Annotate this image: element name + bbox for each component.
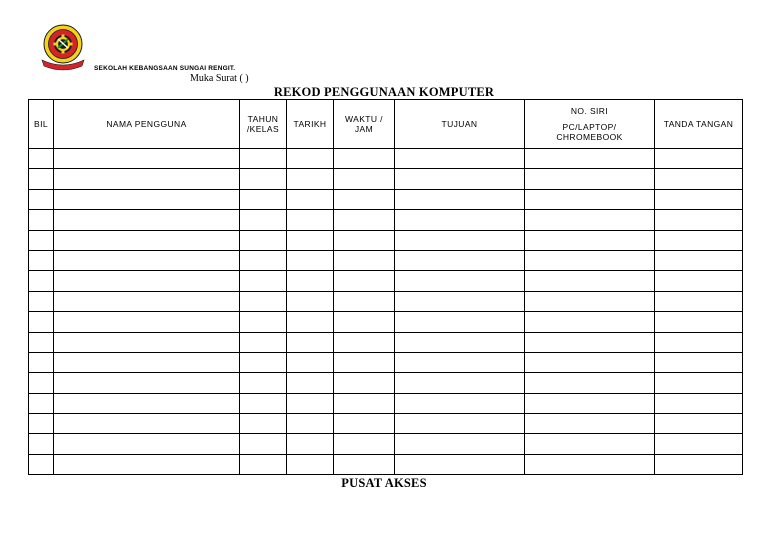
cell-tanda-tangan[interactable] (655, 454, 743, 474)
table-row (29, 454, 743, 474)
cell-tanda-tangan[interactable] (655, 414, 743, 434)
cell-tanda-tangan[interactable] (655, 230, 743, 250)
cell-tahun[interactable] (240, 230, 287, 250)
cell-waktu[interactable] (334, 210, 395, 230)
cell-tujuan[interactable] (395, 454, 525, 474)
cell-bil[interactable] (29, 312, 54, 332)
cell-waktu[interactable] (334, 149, 395, 169)
cell-no-siri[interactable] (525, 230, 655, 250)
page-title (0, 85, 768, 100)
cell-nama[interactable] (54, 454, 240, 474)
cell-tanda-tangan[interactable] (655, 169, 743, 189)
cell-tujuan[interactable] (395, 291, 525, 311)
table-row (29, 332, 743, 352)
cell-tujuan[interactable] (395, 271, 525, 291)
cell-tujuan[interactable] (395, 230, 525, 250)
cell-tanda-tangan[interactable] (655, 189, 743, 209)
cell-bil[interactable] (29, 271, 54, 291)
cell-tarikh[interactable] (287, 291, 334, 311)
table-row (29, 169, 743, 189)
cell-tarikh[interactable] (287, 169, 334, 189)
table-header-row (29, 100, 743, 149)
table-row (29, 230, 743, 250)
cell-no-siri[interactable] (525, 271, 655, 291)
cell-nama[interactable] (54, 210, 240, 230)
cell-tujuan[interactable] (395, 210, 525, 230)
cell-tujuan[interactable] (395, 352, 525, 372)
cell-no-siri[interactable] (525, 169, 655, 189)
table-row (29, 250, 743, 270)
cell-nama[interactable] (54, 332, 240, 352)
table-row (29, 271, 743, 291)
cell-tanda-tangan[interactable] (655, 393, 743, 413)
cell-nama[interactable] (54, 291, 240, 311)
cell-bil[interactable] (29, 189, 54, 209)
cell-tahun[interactable] (240, 271, 287, 291)
cell-no-siri[interactable] (525, 454, 655, 474)
cell-bil[interactable] (29, 230, 54, 250)
cell-tarikh[interactable] (287, 332, 334, 352)
cell-tarikh[interactable] (287, 312, 334, 332)
cell-bil[interactable] (29, 373, 54, 393)
cell-bil[interactable] (29, 352, 54, 372)
page-title-text: REKOD PENGGUNAAN KOMPUTER (273, 85, 495, 99)
table-row (29, 210, 743, 230)
cell-bil[interactable] (29, 414, 54, 434)
cell-waktu[interactable] (334, 169, 395, 189)
cell-bil[interactable] (29, 434, 54, 454)
cell-no-siri[interactable] (525, 149, 655, 169)
cell-tahun[interactable] (240, 414, 287, 434)
footer-text: PUSAT AKSES (341, 476, 427, 490)
page-number-label: Muka Surat ( ) (190, 73, 249, 84)
cell-tujuan[interactable] (395, 332, 525, 352)
cell-tarikh[interactable] (287, 434, 334, 454)
cell-bil[interactable] (29, 169, 54, 189)
cell-nama[interactable] (54, 414, 240, 434)
table-row (29, 373, 743, 393)
school-name: SEKOLAH KEBANGSAAN SUNGAI RENGIT. (94, 65, 236, 72)
usage-record-table (28, 99, 743, 475)
cell-tanda-tangan[interactable] (655, 332, 743, 352)
cell-tarikh[interactable] (287, 230, 334, 250)
column-header-bil: BIL (29, 100, 54, 149)
cell-nama[interactable] (54, 434, 240, 454)
cell-nama[interactable] (54, 230, 240, 250)
cell-tarikh[interactable] (287, 149, 334, 169)
cell-tujuan[interactable] (395, 189, 525, 209)
cell-waktu[interactable] (334, 454, 395, 474)
cell-tarikh[interactable] (287, 189, 334, 209)
cell-waktu[interactable] (334, 352, 395, 372)
cell-tarikh[interactable] (287, 250, 334, 270)
cell-tanda-tangan[interactable] (655, 434, 743, 454)
column-header-tarikh: TARIKH (287, 100, 334, 149)
cell-no-siri[interactable] (525, 210, 655, 230)
cell-tahun[interactable] (240, 250, 287, 270)
cell-waktu[interactable] (334, 434, 395, 454)
cell-nama[interactable] (54, 169, 240, 189)
cell-waktu[interactable] (334, 312, 395, 332)
cell-waktu[interactable] (334, 393, 395, 413)
cell-nama[interactable] (54, 393, 240, 413)
cell-tahun[interactable] (240, 291, 287, 311)
table-row (29, 312, 743, 332)
table-row (29, 352, 743, 372)
column-header-tahun: TAHUN /KELAS (240, 100, 287, 149)
cell-nama[interactable] (54, 250, 240, 270)
cell-nama[interactable] (54, 373, 240, 393)
cell-no-siri[interactable] (525, 414, 655, 434)
table-row (29, 393, 743, 413)
cell-no-siri[interactable] (525, 352, 655, 372)
cell-bil[interactable] (29, 332, 54, 352)
cell-tanda-tangan[interactable] (655, 250, 743, 270)
cell-waktu[interactable] (334, 189, 395, 209)
table-row (29, 434, 743, 454)
cell-waktu[interactable] (334, 291, 395, 311)
cell-tahun[interactable] (240, 393, 287, 413)
cell-tarikh[interactable] (287, 454, 334, 474)
cell-no-siri[interactable] (525, 373, 655, 393)
cell-tarikh[interactable] (287, 352, 334, 372)
table-row (29, 189, 743, 209)
cell-tanda-tangan[interactable] (655, 312, 743, 332)
cell-tahun[interactable] (240, 454, 287, 474)
cell-no-siri[interactable] (525, 312, 655, 332)
cell-bil[interactable] (29, 149, 54, 169)
cell-tujuan[interactable] (395, 373, 525, 393)
cell-tarikh[interactable] (287, 373, 334, 393)
school-crest-icon (36, 22, 90, 72)
table-body (29, 149, 743, 475)
cell-tahun[interactable] (240, 434, 287, 454)
cell-tujuan[interactable] (395, 169, 525, 189)
cell-waktu[interactable] (334, 332, 395, 352)
cell-tahun[interactable] (240, 312, 287, 332)
cell-tujuan[interactable] (395, 414, 525, 434)
cell-waktu[interactable] (334, 373, 395, 393)
cell-no-siri[interactable] (525, 291, 655, 311)
cell-tahun[interactable] (240, 189, 287, 209)
cell-nama[interactable] (54, 312, 240, 332)
cell-nama[interactable] (54, 352, 240, 372)
table-row (29, 414, 743, 434)
cell-waktu[interactable] (334, 414, 395, 434)
cell-tahun[interactable] (240, 149, 287, 169)
cell-nama[interactable] (54, 189, 240, 209)
cell-no-siri[interactable] (525, 250, 655, 270)
cell-bil[interactable] (29, 250, 54, 270)
cell-tujuan[interactable] (395, 149, 525, 169)
column-header-no-siri: NO. SIRI PC/LAPTOP/ CHROMEBOOK (525, 100, 655, 149)
cell-no-siri[interactable] (525, 393, 655, 413)
cell-tahun[interactable] (240, 169, 287, 189)
cell-tanda-tangan[interactable] (655, 210, 743, 230)
cell-tanda-tangan[interactable] (655, 291, 743, 311)
cell-nama[interactable] (54, 271, 240, 291)
cell-tahun[interactable] (240, 332, 287, 352)
cell-tarikh[interactable] (287, 414, 334, 434)
cell-tanda-tangan[interactable] (655, 373, 743, 393)
cell-tujuan[interactable] (395, 250, 525, 270)
cell-tujuan[interactable] (395, 312, 525, 332)
cell-no-siri[interactable] (525, 189, 655, 209)
cell-tahun[interactable] (240, 352, 287, 372)
cell-waktu[interactable] (334, 250, 395, 270)
table-row (29, 291, 743, 311)
cell-tujuan[interactable] (395, 434, 525, 454)
cell-tujuan[interactable] (395, 393, 525, 413)
cell-bil[interactable] (29, 393, 54, 413)
column-header-nama: NAMA PENGGUNA (54, 100, 240, 149)
cell-waktu[interactable] (334, 230, 395, 250)
cell-tarikh[interactable] (287, 210, 334, 230)
cell-bil[interactable] (29, 291, 54, 311)
cell-no-siri[interactable] (525, 434, 655, 454)
cell-no-siri[interactable] (525, 332, 655, 352)
cell-tarikh[interactable] (287, 271, 334, 291)
cell-tanda-tangan[interactable] (655, 271, 743, 291)
column-header-tujuan: TUJUAN (395, 100, 525, 149)
table-row (29, 149, 743, 169)
cell-tarikh[interactable] (287, 393, 334, 413)
column-header-tanda-tangan: TANDA TANGAN (655, 100, 743, 149)
cell-waktu[interactable] (334, 271, 395, 291)
cell-tanda-tangan[interactable] (655, 352, 743, 372)
cell-bil[interactable] (29, 210, 54, 230)
cell-tahun[interactable] (240, 373, 287, 393)
column-header-waktu: WAKTU / JAM (334, 100, 395, 149)
cell-tanda-tangan[interactable] (655, 149, 743, 169)
cell-nama[interactable] (54, 149, 240, 169)
cell-bil[interactable] (29, 454, 54, 474)
cell-tahun[interactable] (240, 210, 287, 230)
